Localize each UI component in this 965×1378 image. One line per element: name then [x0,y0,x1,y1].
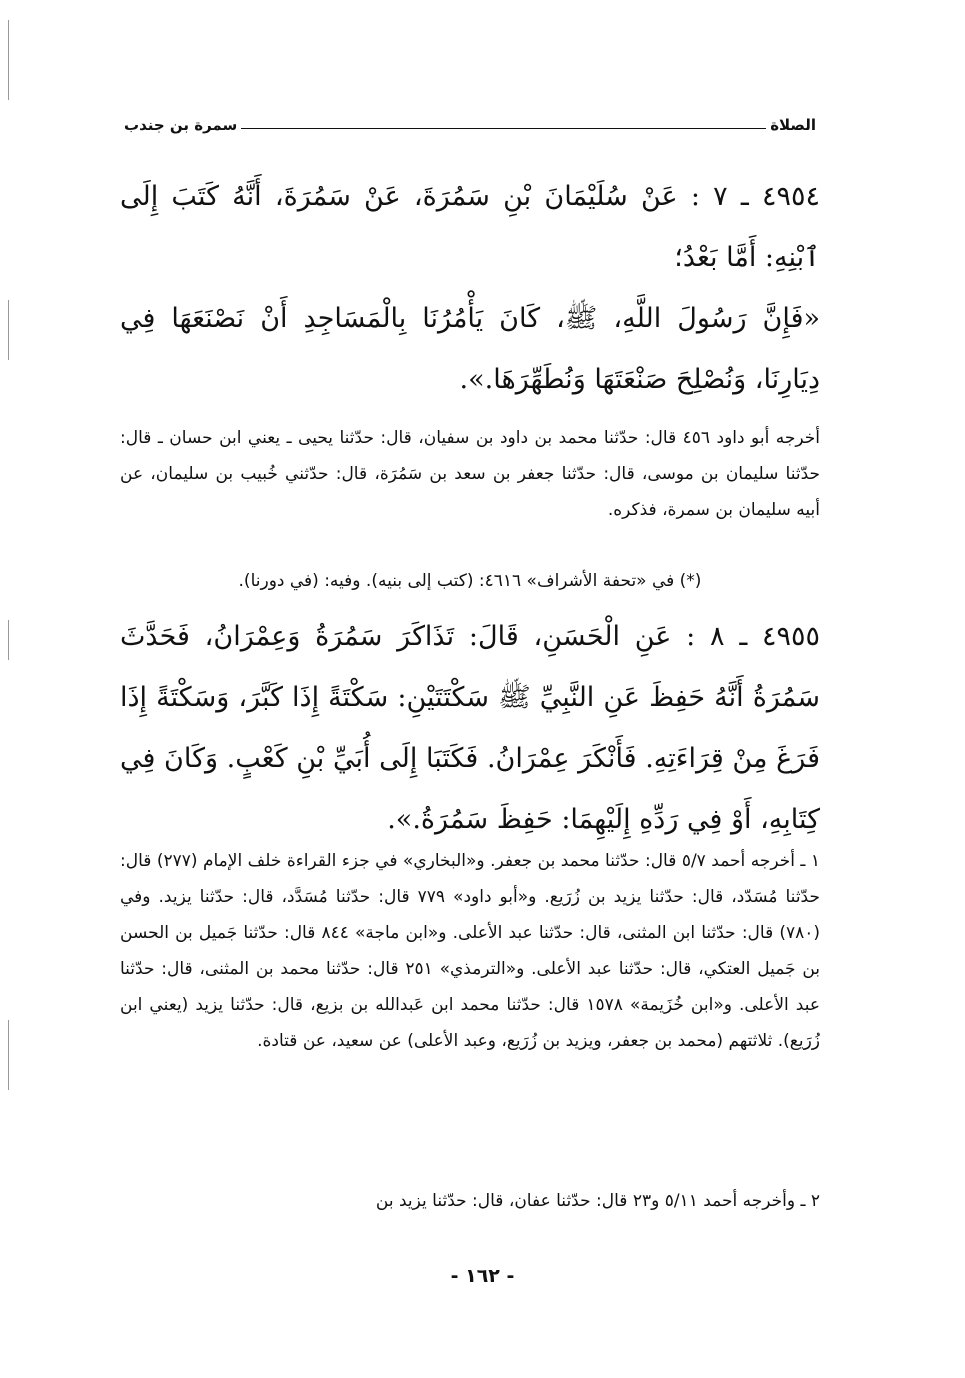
scan-edge-mark [8,20,9,100]
hadith-4954-quote: «فَإِنَّ رَسُولَ اللَّهِ، ﷺ، كَانَ يَأْمُرُنَا بِالْمَسَاجِدِ أَنْ نَصْنَعَهَا فِي دِيَارِنَا، وَنُصْلِحَ صَنْعَتَهَا وَنُطَهِّرَهَا.». [120,303,820,395]
footnote-star: (*) في «تحفة الأشراف» ٤٦١٦: (كتب إلى بنيه). وفيه: (في دورنا). [238,571,702,591]
chapter-title: الصلاة [766,112,820,138]
scan-edge-mark [8,620,9,660]
scan-edge-mark [8,300,9,360]
narrator-title: سمرة بن جندب [120,112,241,138]
scan-edge-mark [8,1020,9,1090]
hadith-4954-text: ٤٩٥٤ ـ ٧ : عَنْ سُلَيْمَانَ بْنِ سَمُرَةَ، عَنْ سَمُرَةَ، أَنَّهُ كَتَبَ إِلَى ٱبْنِهِ: أَمَّا بَعْدُ؛ [120,181,820,273]
page-number: - ١٦٢ - [450,1265,515,1287]
hadith-4955-takhrij-2: ٢ ـ وأخرجه أحمد ٥/١١ و٢٣ قال: حدّثنا عفان، قال: حدّثنا يزيد بن [375,1191,820,1211]
hadith-4955-text: ٤٩٥٥ ـ ٨ : عَنِ الْحَسَنِ، قَالَ: تَذَاكَرَ سَمُرَةُ وَعِمْرَانُ، فَحَدَّثَ سَمُرَةُ أَنَّهُ حَفِظَ عَنِ النَّبِيِّ ﷺ سَكْتَتَيْنِ: سَكْتَةً إِذَا كَبَّرَ، وَسَكْتَةً إِذَا فَرَغَ مِنْ قِرَاءَتِهِ. فَأَنْكَرَ عِمْرَانُ. فَكَتَبَا إِلَى أُبَيِّ بْنِ كَعْبٍ. وَكَانَ فِي كِتَابِهِ، أَوْ فِي رَدِّهِ إِلَيْهِمَا: حَفِظَ سَمُرَةُ.». [120,621,821,835]
running-header [120,112,820,138]
hadith-4955-takhrij-1: ١ ـ أخرجه أحمد ٥/٧ قال: حدّثنا محمد بن جعفر. و«البخاري» في جزء القراءة خلف الإمام (٢٧٧) قال: حدّثنا مُسَدّد، قال: حدّثنا يزيد بن زُرَيع. و«أبو داود» ٧٧٩ قال: حدّثنا مُسَدَّد، قال: حدّثنا يزيد. وفي (٧٨٠) قال: حدّثنا ابن المثنى، قال: حدّثنا عبد الأعلى. و«ابن ماجة» ٨٤٤ قال: حدّثنا جَميل بن الحسن بن جَميل العتكي، قال: حدّثنا عبد الأعلى. و«الترمذي» ٢٥١ قال: حدّثنا محمد بن المثنى، قال: حدّثنا عبد الأعلى. و«ابن خُزَيمة» ١٥٧٨ قال: حدّثنا محمد ابن عَبدالله بن بزيع، قال: حدّثنا يزيد (يعني ابن زُرَيع). ثلاثتهم (محمد بن جعفر، ويزيد بن زُرَيع، وعبد الأعلى) عن سعيد، عن قتادة. [120,851,821,1051]
hadith-4954-takhrij: أخرجه أبو داود ٤٥٦ قال: حدّثنا محمد بن داود بن سفيان، قال: حدّثنا يحيى ـ يعني ابن حسان ـ قال: حدّثنا سليمان بن موسى، قال: حدّثنا جعفر بن سعد بن سَمُرَة، قال: حدّثني خُبيب بن سليمان، عن أبيه سليمان بن سمرة، فذكره. [120,428,820,520]
